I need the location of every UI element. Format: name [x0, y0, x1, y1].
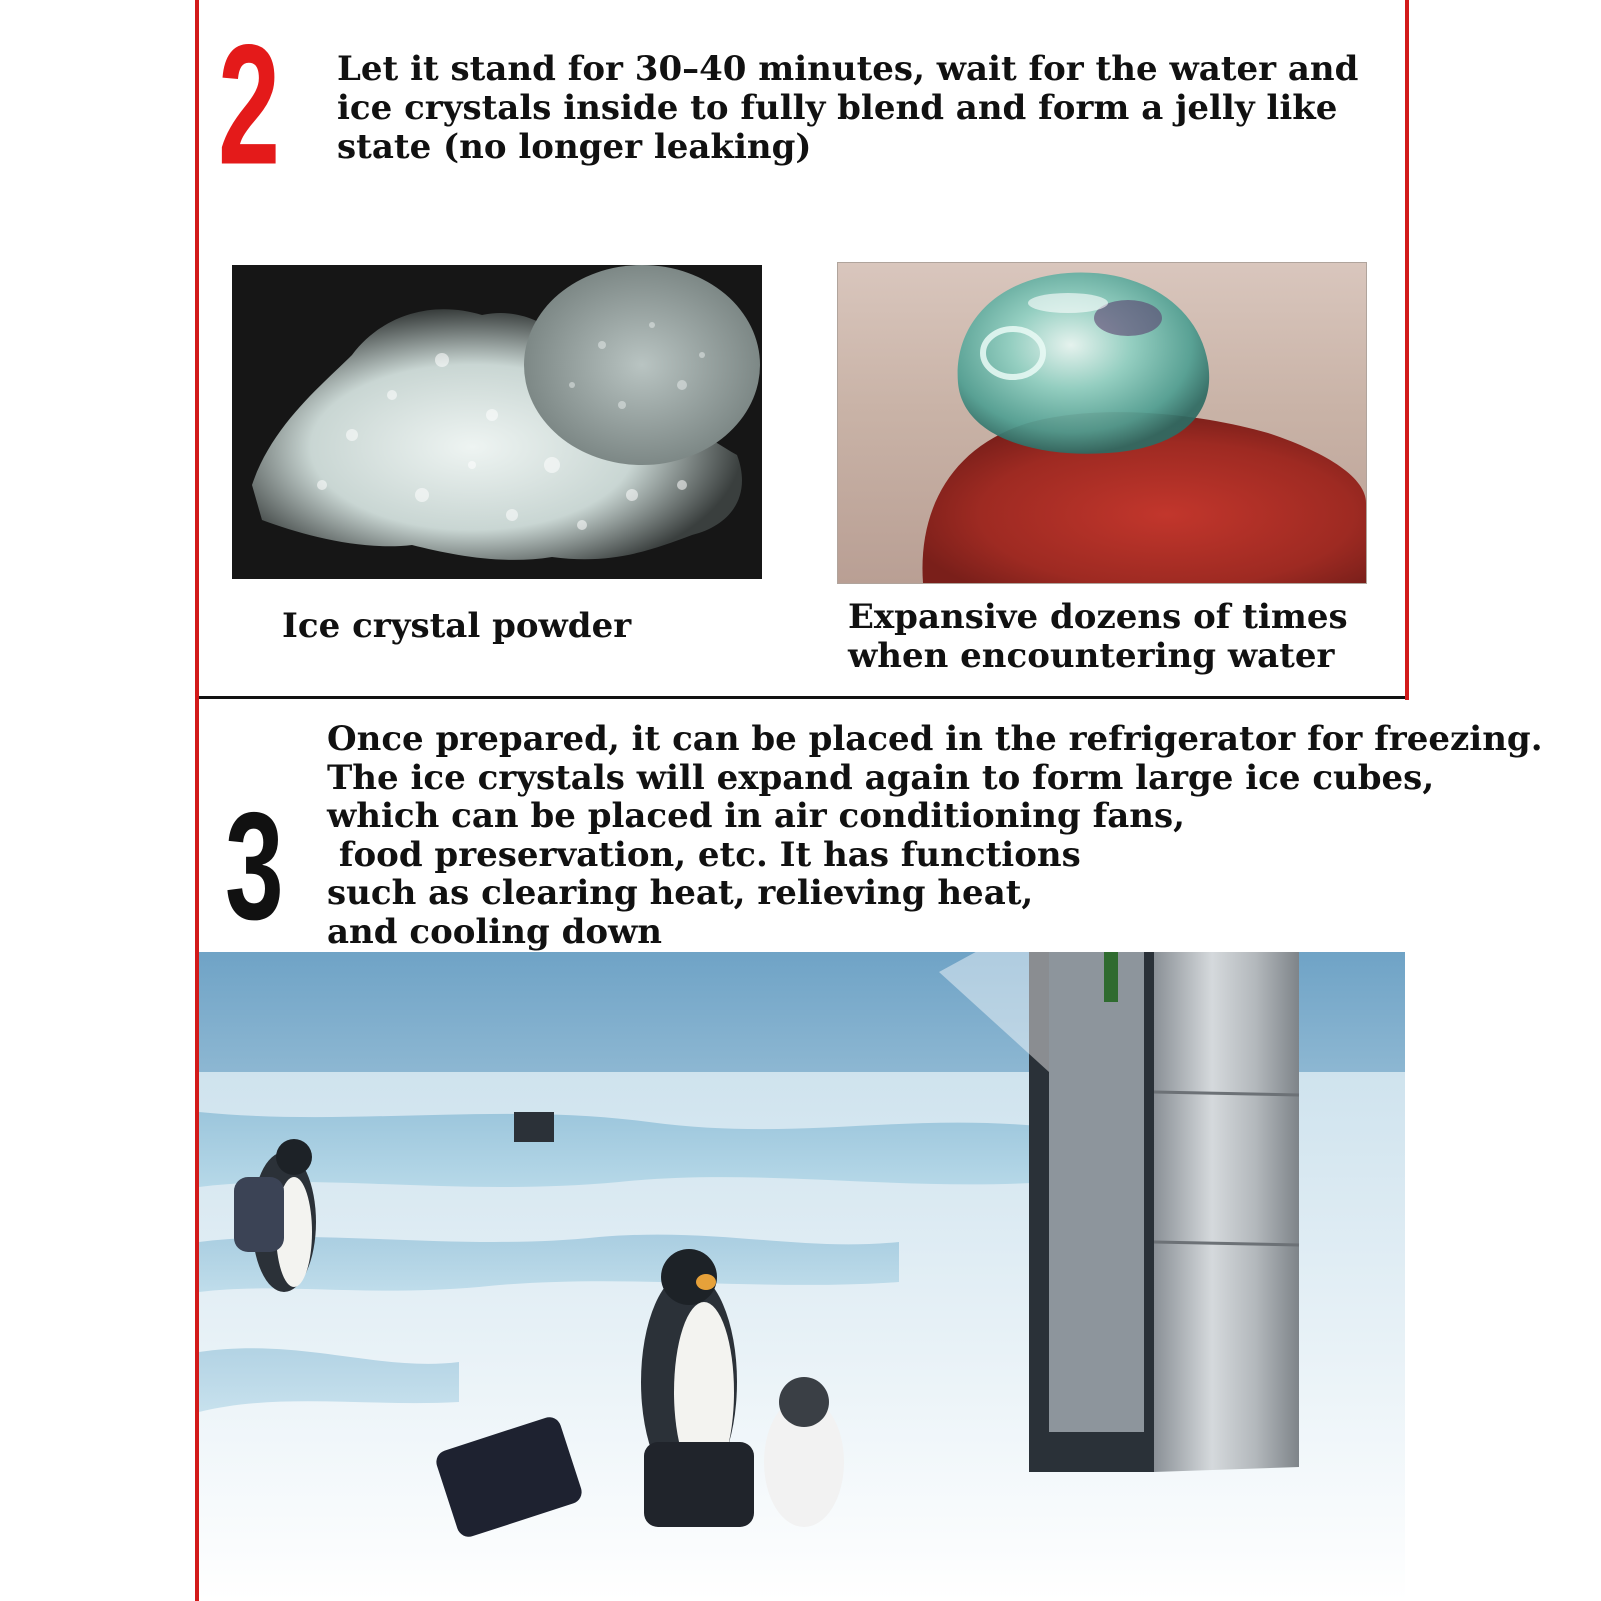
ice-crystal-powder-photo — [232, 265, 762, 579]
step-3-line: food preservation, etc. It has functions — [327, 834, 1081, 875]
step-3-number: 3 — [225, 781, 284, 952]
arctic-scene-illustration — [199, 952, 1405, 1601]
arctic-penguins-refrigerator-scene — [199, 952, 1405, 1601]
step-3-instruction — [327, 719, 1543, 952]
step-3-line: and cooling down — [327, 911, 663, 952]
step-3-line: which can be placed in air conditioning fans, — [327, 796, 1185, 836]
expanded-gel-on-finger-photo — [837, 262, 1367, 584]
right-red-border — [1405, 0, 1409, 700]
caption-ice-crystal-powder: Ice crystal powder — [282, 606, 632, 646]
ice-crystal-illustration — [232, 265, 762, 579]
step-2-number: 2 — [218, 9, 281, 201]
section-divider — [199, 696, 1405, 699]
step-3-line: The ice crystals will expand again to form large ice cubes, — [327, 757, 1435, 798]
step-3-line: Once prepared, it can be placed in the refrigerator for freezing. — [327, 719, 1543, 759]
step-3-line: such as clearing heat, relieving heat, — [327, 873, 1034, 913]
step-2-instruction: Let it stand for 30–40 minutes, wait for the water and ice crystals inside to fully blend and form a jelly like state (no longer leaking) — [337, 49, 1359, 167]
gel-bead-illustration — [838, 263, 1366, 583]
caption-expansion: Expansive dozens of times when encountering water — [848, 597, 1348, 676]
